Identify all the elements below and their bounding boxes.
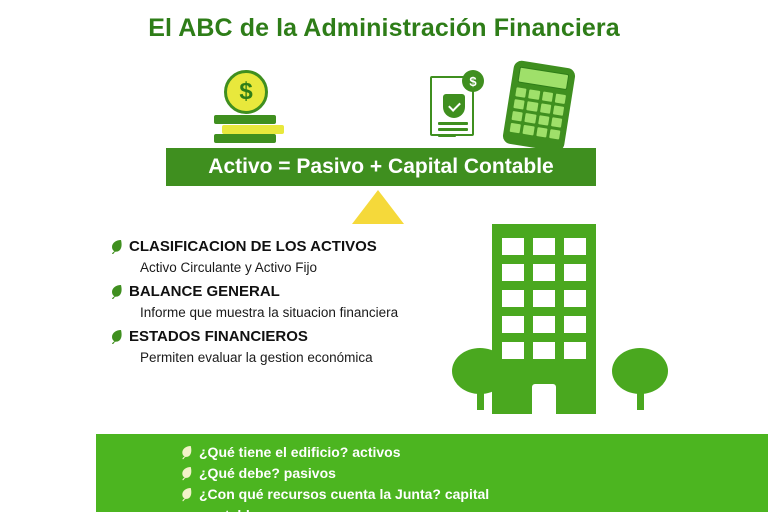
bullet-detail: Informe que muestra la situacion financiera (140, 305, 399, 320)
coin-circle (224, 70, 268, 114)
shield-check-icon (443, 94, 465, 118)
window (502, 342, 524, 359)
yellow-triangle-marker (352, 190, 404, 224)
document-line (438, 134, 456, 137)
tree-trunk (637, 392, 644, 410)
calculator-key (553, 105, 565, 115)
tree-trunk (477, 392, 484, 410)
list-item (110, 238, 470, 275)
document-line (438, 122, 468, 125)
window (533, 264, 555, 281)
calculator-key (549, 129, 561, 139)
question-text: ¿Qué debe? pasivos (199, 465, 336, 481)
bill-stack-layer (222, 125, 284, 134)
tree-crown (612, 348, 668, 394)
list-item (180, 486, 768, 502)
leaf-icon (180, 466, 194, 481)
calculator-key (540, 103, 552, 113)
question-text: ¿Qué tiene el edificio? activos (199, 444, 401, 460)
leaf-icon (110, 239, 124, 255)
list-item (110, 328, 470, 365)
bill-stack-layer (214, 134, 276, 143)
calculator-key (510, 123, 522, 133)
window (502, 264, 524, 281)
window (502, 316, 524, 333)
leaf-icon (110, 284, 124, 300)
building-windows (502, 238, 586, 359)
building-icon (492, 224, 596, 414)
bullet-list (110, 238, 470, 373)
coin-dollar-symbol: $ (239, 78, 253, 105)
bullet-heading-row (110, 238, 470, 255)
bullet-heading: ESTADOS FINANCIEROS (129, 328, 308, 345)
calculator-key (536, 127, 548, 137)
calculator-key (555, 93, 567, 103)
question-text: contable (200, 507, 258, 523)
document-dollar-badge: $ (462, 70, 484, 92)
calculator-screen (517, 67, 569, 91)
question-text: ¿Con qué recursos cuenta la Junta? capital (199, 486, 490, 502)
calculator-key (538, 115, 550, 125)
money-coin-icon (212, 70, 292, 140)
calculator-icon (502, 60, 576, 153)
calculator-key (526, 101, 538, 111)
bullet-heading-row (110, 283, 470, 300)
building-illustration (452, 218, 768, 418)
calculator-key (551, 117, 563, 127)
calculator-key (513, 99, 525, 109)
page-title: El ABC de la Administración Financiera (148, 14, 620, 42)
bullet-heading: BALANCE GENERAL (129, 283, 280, 300)
bullet-heading: CLASIFICACION DE LOS ACTIVOS (129, 238, 377, 255)
window (533, 290, 555, 307)
leaf-icon (110, 329, 124, 345)
document-line (438, 128, 468, 131)
window (502, 238, 524, 255)
icon-row (0, 62, 768, 142)
list-item (200, 507, 768, 523)
calculator-key (528, 89, 540, 99)
window (564, 342, 586, 359)
calculator-key (525, 113, 537, 123)
list-item (110, 283, 470, 320)
document-shield-icon (430, 70, 492, 140)
window (564, 238, 586, 255)
window (533, 238, 555, 255)
calculator-key (541, 91, 553, 101)
window (564, 290, 586, 307)
bullet-detail: Permiten evaluar la gestion económica (140, 350, 373, 365)
calculator-key (515, 87, 527, 97)
bullet-heading-row (110, 328, 470, 345)
calculator-keys (510, 87, 566, 139)
bullet-detail: Activo Circulante y Activo Fijo (140, 260, 318, 275)
bill-stack-layer (214, 115, 276, 124)
window (564, 316, 586, 333)
calculator-key (511, 111, 523, 121)
tree-icon (612, 348, 668, 410)
calculator-key (523, 125, 535, 135)
window (533, 342, 555, 359)
list-item (180, 444, 768, 460)
leaf-icon (180, 487, 194, 502)
list-item (180, 465, 768, 481)
accounting-equation-banner: Activo = Pasivo + Capital Contable (166, 148, 596, 186)
window (564, 264, 586, 281)
questions-panel (96, 434, 768, 523)
window (533, 316, 555, 333)
building-door (532, 384, 556, 414)
window (502, 290, 524, 307)
leaf-icon (180, 445, 194, 460)
